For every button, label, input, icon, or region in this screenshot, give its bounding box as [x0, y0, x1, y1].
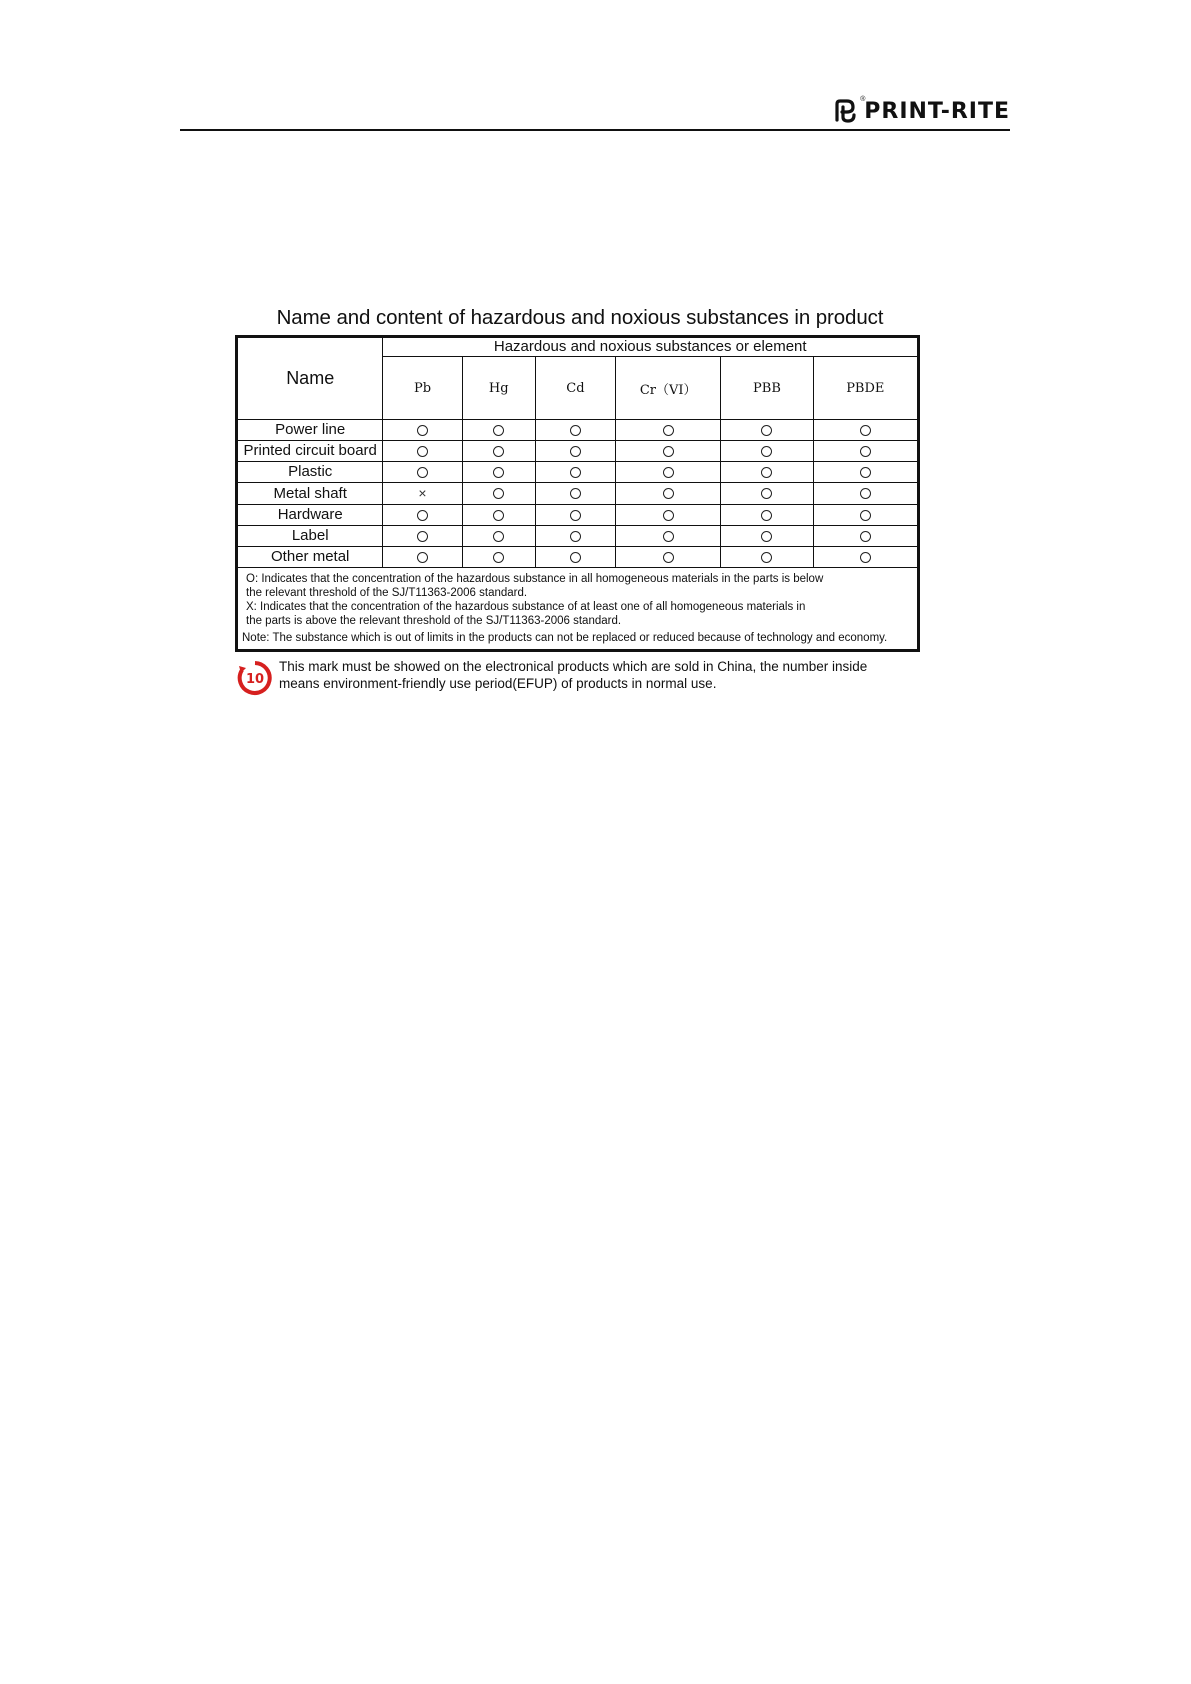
circle-mark-icon — [663, 510, 674, 521]
brand-logo — [832, 98, 1010, 124]
element-header: Hg — [462, 357, 535, 420]
cross-mark-icon: × — [418, 485, 427, 501]
circle-mark-icon — [860, 467, 871, 478]
circle-mark-icon — [417, 425, 428, 436]
element-header: Pb — [383, 357, 462, 420]
circle-mark-icon — [493, 531, 504, 542]
substance-cell — [813, 420, 918, 441]
substance-cell — [721, 441, 813, 462]
circle-mark-icon — [860, 446, 871, 457]
mark-line2: means environment-friendly use period(EFUP) of products in normal use. — [279, 676, 717, 691]
element-header: Cr（VI） — [616, 357, 721, 420]
substances-group-header: Hazardous and noxious substances or element — [383, 337, 919, 357]
circle-mark-icon — [663, 467, 674, 478]
element-header: PBB — [721, 357, 813, 420]
print-rite-logo-icon — [832, 98, 858, 124]
substance-cell — [813, 462, 918, 483]
substance-cell — [462, 441, 535, 462]
circle-mark-icon — [761, 446, 772, 457]
substance-cell — [383, 547, 462, 568]
substance-cell — [462, 547, 535, 568]
substance-cell — [462, 505, 535, 526]
component-name: Hardware — [237, 505, 383, 526]
circle-mark-icon — [493, 446, 504, 457]
table-row — [237, 420, 919, 441]
substance-cell — [616, 505, 721, 526]
substance-cell — [383, 505, 462, 526]
substance-cell — [616, 526, 721, 547]
table-row — [237, 547, 919, 568]
header-rule — [180, 129, 1010, 131]
substance-cell — [535, 505, 615, 526]
substance-cell — [616, 547, 721, 568]
substance-cell — [616, 483, 721, 505]
substance-cell — [535, 547, 615, 568]
circle-mark-icon — [860, 488, 871, 499]
circle-mark-icon — [761, 510, 772, 521]
substance-cell — [721, 547, 813, 568]
substance-cell — [535, 483, 615, 505]
substance-cell — [616, 441, 721, 462]
substance-cell — [813, 547, 918, 568]
circle-mark-icon — [493, 510, 504, 521]
substance-cell — [462, 483, 535, 505]
element-header: Cd — [535, 357, 615, 420]
circle-mark-icon — [493, 552, 504, 563]
circle-mark-icon — [570, 531, 581, 542]
efup-mark-row — [235, 658, 925, 696]
circle-mark-icon — [570, 510, 581, 521]
substance-cell — [462, 420, 535, 441]
substance-cell — [535, 441, 615, 462]
circle-mark-icon — [860, 510, 871, 521]
circle-mark-icon — [417, 531, 428, 542]
component-name: Other metal — [237, 547, 383, 568]
substance-cell — [535, 420, 615, 441]
substance-cell — [383, 462, 462, 483]
substance-cell — [616, 462, 721, 483]
circle-mark-icon — [417, 552, 428, 563]
circle-mark-icon — [570, 552, 581, 563]
table-row — [237, 505, 919, 526]
substance-cell — [462, 462, 535, 483]
note-x-line1: X: Indicates that the concentration of the hazardous substance of at least one of all homogeneous materials in — [246, 601, 806, 613]
substance-cell — [383, 441, 462, 462]
component-name: Metal shaft — [237, 483, 383, 505]
circle-mark-icon — [860, 552, 871, 563]
circle-mark-icon — [663, 488, 674, 499]
substance-cell — [813, 526, 918, 547]
efup-mark-text — [279, 658, 867, 692]
mark-line1: This mark must be showed on the electronical products which are sold in China, the number inside — [279, 659, 868, 674]
hazardous-substances-figure — [235, 306, 925, 696]
note-text: Note: The substance which is out of limits in the products can not be replaced or reduced because of technology and economy. — [242, 632, 888, 644]
table-row — [237, 483, 919, 505]
circle-mark-icon — [493, 467, 504, 478]
circle-mark-icon — [761, 488, 772, 499]
figure-title: Name and content of hazardous and noxious substances in product — [276, 306, 884, 329]
substance-cell — [721, 505, 813, 526]
circle-mark-icon — [570, 446, 581, 457]
component-name: Power line — [237, 420, 383, 441]
hazardous-substances-table — [235, 335, 920, 652]
substance-cell — [721, 462, 813, 483]
substance-cell — [535, 526, 615, 547]
circle-mark-icon — [570, 425, 581, 436]
substance-cell — [721, 526, 813, 547]
circle-mark-icon — [860, 425, 871, 436]
efup-10-icon — [237, 660, 273, 696]
substance-cell — [813, 483, 918, 505]
substance-cell — [383, 420, 462, 441]
substance-cell — [721, 483, 813, 505]
circle-mark-icon — [417, 510, 428, 521]
circle-mark-icon — [663, 446, 674, 457]
substance-cell — [616, 420, 721, 441]
brand-name: PRINT-RITE — [864, 98, 1010, 124]
note-o-line2: the relevant threshold of the SJ/T11363-2006 standard. — [246, 587, 528, 599]
circle-mark-icon — [570, 488, 581, 499]
component-name: Printed circuit board — [237, 441, 383, 462]
note-x-line2: the parts is above the relevant threshold of the SJ/T11363-2006 standard. — [246, 615, 622, 627]
registered-mark: ® — [860, 96, 866, 103]
circle-mark-icon — [493, 488, 504, 499]
substance-cell — [383, 483, 462, 505]
substance-cell — [535, 462, 615, 483]
table-row — [237, 526, 919, 547]
substance-cell — [813, 505, 918, 526]
table-row — [237, 462, 919, 483]
circle-mark-icon — [663, 552, 674, 563]
circle-mark-icon — [860, 531, 871, 542]
component-name: Plastic — [237, 462, 383, 483]
substance-cell — [813, 441, 918, 462]
circle-mark-icon — [570, 467, 581, 478]
circle-mark-icon — [493, 425, 504, 436]
table-notes — [237, 568, 919, 651]
table-row — [237, 441, 919, 462]
circle-mark-icon — [761, 531, 772, 542]
circle-mark-icon — [417, 467, 428, 478]
element-header: PBDE — [813, 357, 918, 420]
page-header — [180, 92, 1010, 132]
name-column-header: Name — [237, 337, 383, 420]
efup-number: 10 — [245, 672, 265, 687]
circle-mark-icon — [761, 467, 772, 478]
circle-mark-icon — [417, 446, 428, 457]
note-o-line1: O: Indicates that the concentration of the hazardous substance in all homogeneous materials in the parts is below — [246, 573, 824, 585]
substance-cell — [721, 420, 813, 441]
circle-mark-icon — [761, 552, 772, 563]
circle-mark-icon — [663, 531, 674, 542]
circle-mark-icon — [663, 425, 674, 436]
component-name: Label — [237, 526, 383, 547]
substance-cell — [383, 526, 462, 547]
substance-cell — [462, 526, 535, 547]
circle-mark-icon — [761, 425, 772, 436]
